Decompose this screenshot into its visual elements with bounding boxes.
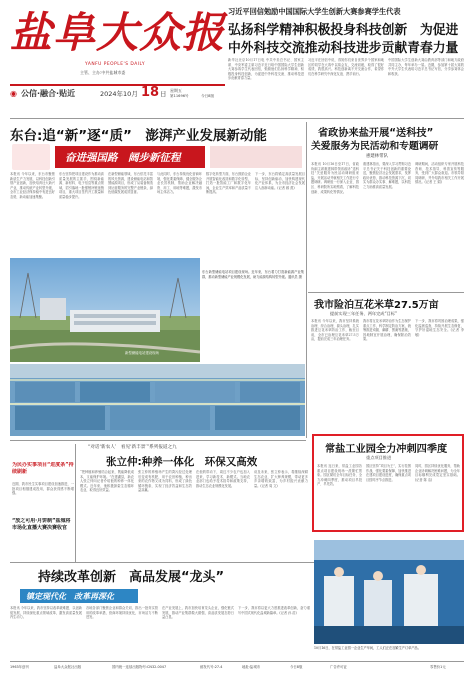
reform-body: 本报讯 今年以来，我市坚持以改革破难题、以创新促发展，持续深化重点领域改革，激发高质量发展内生动力。 各地各部门聚焦企业和群众关切，推出一批务实管用的改革举措，营商环境持续优化，市场活力不断迸发。 在产业发展上，我市加快培育龙头企业，强化链式发展，推动产业集群做大做强，高品质发展态势日益凸显。 下一步，我市将以更大力度推进改革创新，奋力谱写中国式现代化盐城新篇章。(记者 孙 浩) (10, 606, 310, 620)
dateline (10, 87, 225, 101)
dongtai-photo-caption: 新型储能电站建设现场 (125, 351, 159, 355)
top-story-kicker: 习近平回信勉励中国国际大学生创新大赛参赛学生代表 (228, 7, 401, 16)
dongtai-banner-emblem-icon (12, 144, 50, 170)
reform-banner-text: 镇定现代化 改革再深化 (26, 591, 114, 601)
province-byline: 惠建林带队 (366, 154, 388, 159)
sidebar-item-2[interactable]: “放之可用·月饼制”盐城将市场化直播大赛决赛收官 (12, 518, 71, 531)
footer-item-3: 国内统一连续出版物号:CN32-0047 (112, 665, 167, 669)
reform-headline: 持续改革创新 高品发展“龙头” (38, 570, 225, 585)
factory-photo (314, 540, 464, 644)
top-story-headline-2: 中外科技交流推动科技进步贡献青春力量 (228, 41, 459, 56)
recruit-sub: 提前实现三年任务、两年完成“目标” (330, 311, 398, 316)
top-story-headline-1: 弘扬科学精神积极投身科技创新 为促进 (228, 23, 459, 38)
recruit-headline: 我市险泊互花米草27.5万亩 (314, 300, 439, 311)
edition-count: 今日8版 (201, 94, 215, 98)
masthead-sub: 主管、主办:中共盐城市委 (80, 70, 126, 75)
footer-item-1: 1963年创刊 (10, 665, 29, 669)
footer-item-6: 今日8版 (290, 665, 303, 669)
dongtai-headline: 东台:追“新”逐“质” 澎湃产业发展新动能 (10, 128, 267, 144)
masthead-rule (10, 84, 225, 86)
footer-item-4: 邮发代号:27-4 (200, 665, 223, 669)
farmer-headline: 张立仲:种养一体化 环保又高效 (106, 456, 258, 468)
saltpark-sub: 重点项目推进 (366, 455, 392, 460)
saltpark-body: 本报讯 连日来，常盐工业园各重点项目建设现场一派繁忙景象。园区紧盯全年目标任务，全力冲刺四季度，推动项目早投产、早见效。 园区坚持“项目为王”，实行挂图作战，强化要素保障，加快推进在建项目建设进度，确保重点项目按时序节点推进。 同时，园区持续优化服务，帮助企业协调解决困难问题，为全年目标顺利完成奠定坚实基础。(记者 陈 洁) (317, 464, 460, 487)
date-prefix: 2024年10月 (100, 90, 138, 98)
masthead-title: 盐阜大众报 (10, 8, 226, 57)
dongtai-banner (55, 146, 205, 168)
salt-pond-photo (10, 364, 305, 436)
farmer-body: “把种植和养殖结合起来，既能降低成本，又能保护环境。”在建湖县，新农人张立仲向记者介绍他的种养一体化模式。近年来，他积极探索生态循环农业，取得良好效益。 张立仲的养殖场产生的粪污经过处理后变成有机肥，用于农田种植，种出来的农作物又成为饲料，形成了绿色循环链条，实现了经济效益和生态效益双赢。 在他的带动下，周边不少农户也加入进来，学习新技术、新模式。当地农业部门也给予技术指导和政策支持，推动生态农业规模化发展。 谈及未来，张立仲表示，将继续深耕生态农业，扩大种养规模，带动更多乡亲增收致富，为乡村振兴贡献力量。(记者 周 文) (80, 470, 308, 493)
footer-item-8: 零售价1元 (430, 665, 446, 669)
farmer-kicker: “对话‘新农人’ 看见‘新丰景’”系列报道之九 (88, 445, 177, 450)
issue-number: 第11696号 (170, 94, 189, 98)
masthead (10, 6, 225, 84)
dongtai-caption-box: 东台新型储能电站项目建设现场。近年来，东台着力打造新能源产业集群，推动新型储能产业规模化发展，助力能源结构转型升级。通讯员 摄 (202, 270, 304, 279)
masthead-pinyin: YANFU PEOPLE'S DAILY (85, 62, 146, 67)
footer (10, 664, 464, 672)
reform-banner (20, 589, 138, 603)
factory-caption: 10月16日，在常盐工业园一企业生产车间，工人们正在加紧生产订单产品。 (314, 646, 421, 650)
slogan-mark-icon: ◉ (10, 89, 17, 98)
province-headline-2: 关爱服务为民活动和专题调研 (311, 141, 439, 152)
province-body: 本报讯 10月16日至17日，省政协副主席惠建林带领省政协“送科技”关爱服务为民活动调研组来盐，开展活动并就相关工作进行专题调研。调研组一行深入企业、园区、科研院所实地察看，了解科技创新、成果转化等情况。 惠建林指出，要深入学习贯彻习近平总书记关于科技创新的重要论述，聚焦经济社会发展需求，发挥政协优势，推动科技资源下沉，切实为群众办实事、解难题，以科技之力助推高质量发展。 调研期间，活动组织专家开展科技咨询、技术指导、科普宣传等服务，受到广大群众欢迎。市领导陪同调研，并介绍我市相关工作开展情况。(记者 王 娟) (311, 162, 464, 194)
weekday: 星期五 (170, 88, 182, 93)
date-suffix: 日 (160, 90, 167, 98)
footer-item-2: 盐阜大众报社出版 (54, 665, 82, 669)
province-headline-1: 省政协来盐开展“送科技” (318, 128, 434, 139)
date-day: 18 (141, 85, 160, 100)
saltpark-headline: 常盐工业园全力冲刺四季度 (325, 444, 448, 455)
top-story-body: 新华社北京10月17日电 中共中央总书记、国家主席、中央军委主席习近平近日给中国国际大学生创新大赛参赛学生代表回信，勉励他们弘扬科学精神，积极投身科技创新，为促进中外科技交流、推动科技进步贡献青春力量。 习近平在回信中说，得知你们来自世界多个国家和地区的同学在大赛中以赛会友，交流切磋，取得了很好成绩，我很高兴。科技创新离不开交流合作，希望你们在科学研究中深化友谊、携手前行。 中国国际大学生创新大赛由教育部等部门和地方政府共同主办，每年举办一届。近期，参加第十届大赛的中外大学生代表给习近平总书记写信，分享参赛体会和收获。 (228, 58, 464, 81)
dongtai-banner-text: 奋进强国路 阔步新征程 (65, 152, 181, 164)
footer-item-7: 广告许可证 (330, 665, 347, 669)
dongtai-photo (10, 258, 200, 362)
dongtai-body: 本报讯 今年以来，东台市聚焦新质生产力发展，以科技创新引领产业创新，加快培育壮大新兴产业，推动传统产业转型升级，全市工业经济保持稳中有进良好态势，新动能加速集聚。 东台坚持把项目建设作为推动高质量发展的主抓手，围绕新能源、新材料、电子信息等重点领域，招引落地一批强链补链延链项目，重大项目签约开工数量和质量稳步提升。 在新型储能领域，东台依托丰富的风光资源，建设储能电站和智慧能源项目，形成了从装备制造到运营服务的完整产业链条，绿色低碳发展成效显著。 与此同时，东台持续优化营商环境，强化要素保障，健全服务企业长效机制，帮助企业解决融资、用工、用地等难题，激发市场主体活力。 数字化转型方面，东台鼓励企业开展智能化改造和数字化转型，打造一批智能工厂和数字化车间，企业生产效率和产品质量不断提高。 下一步，东台将锚定高质量发展目标，坚持创新驱动，加快构建现代化产业体系，为全市经济社会发展注入澎湃动能。(记者 顾 燕) (10, 172, 305, 199)
footer-item-5: 地址:盐城市 (242, 665, 261, 669)
slogan: 公信·融合·贴近 (21, 89, 76, 98)
recruit-body: 本报讯 今年以来，我市坚持系统治理、综合治理、源头治理，扎实推进互花米草防治工作，截至目前，全市已治理互花米草27.5万亩，提前完成三年治理任务。 我市将互花米草防治作为生态保护重点工作，科学制定防治方案，统筹推进刈割、翻耕、围淹等措施，因地制宜开展治理，确保除治效果。 下一步，我市将巩固治理成果，强化监测巡查，持续开展生态修复，守护好湿地生态安全。(记者 李 敏) (311, 319, 464, 342)
sidebar-item-1[interactable]: 为民办实事项目“进度条”持续刷新 (12, 462, 74, 475)
sidebar: 为民办实事项目“进度条”持续刷新 近期，我市民生实事项目建设加速推进，一批项目相继建成投用，群众获得感不断增强。 “放之可用·月饼制”盐城将市场化直播大赛决赛收官 (10, 444, 76, 562)
